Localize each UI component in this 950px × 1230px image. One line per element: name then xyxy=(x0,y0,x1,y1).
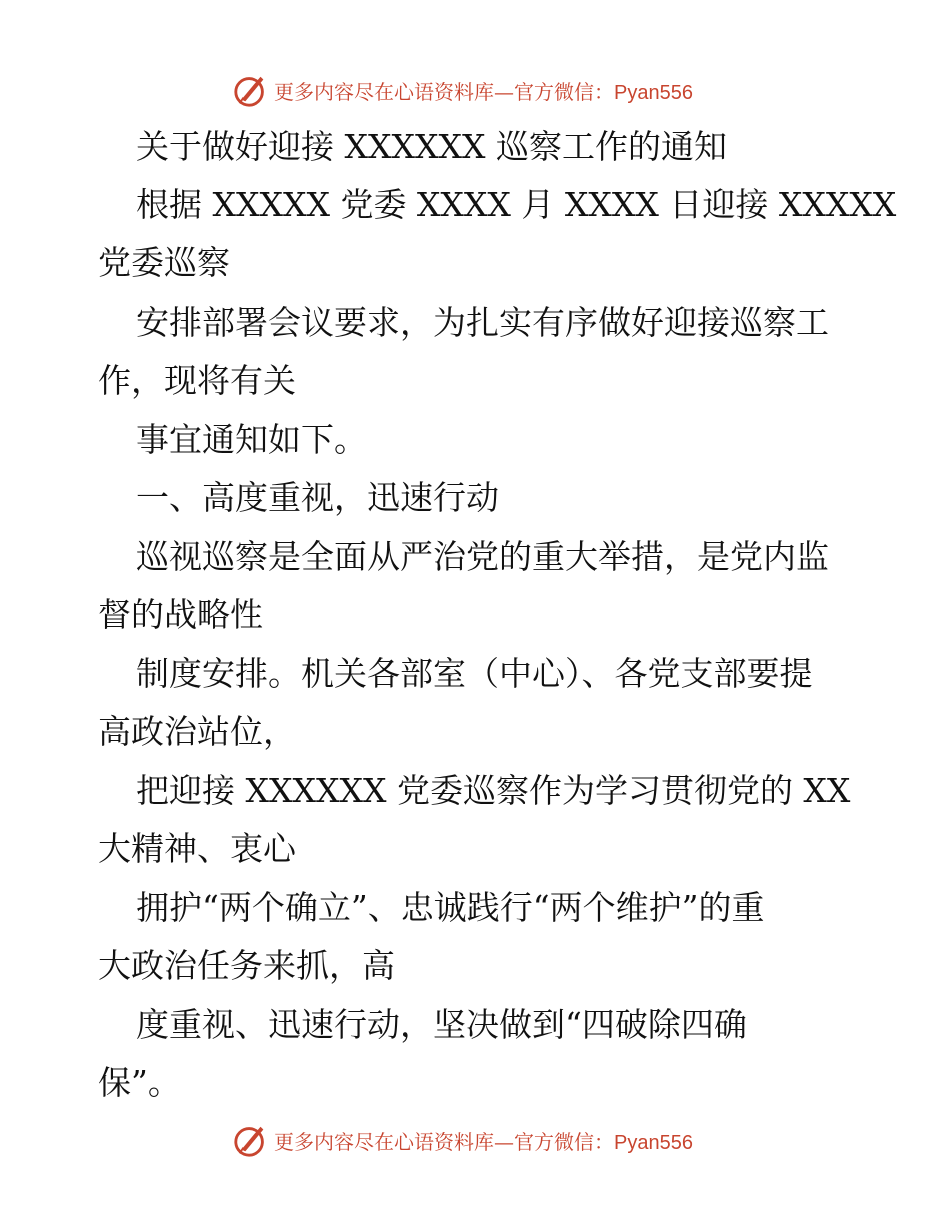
watermark-id: Pyan556 xyxy=(614,1131,693,1154)
watermark-title: 更多内容尽在心语资料库 xyxy=(274,1129,494,1154)
text-line: 党委巡察 xyxy=(98,243,230,282)
header-watermark xyxy=(232,70,693,110)
text-line: 制度安排。机关各部室（中心）、各党支部要提 xyxy=(136,654,813,693)
watermark-dash: — xyxy=(494,79,514,104)
text-line: 督的战略性 xyxy=(98,595,263,634)
watermark-dash: — xyxy=(494,1129,514,1154)
text-line: 根据 XXXXX 党委 XXXX 月 XXXX 日迎接 XXXXX xyxy=(136,185,897,224)
watermark-label: 官方微信： xyxy=(514,1129,614,1154)
quill-logo-icon xyxy=(232,1121,270,1159)
text-line: 大精神、衷心 xyxy=(98,829,296,868)
quill-logo-icon xyxy=(232,71,270,109)
footer-watermark xyxy=(232,1120,693,1160)
text-line: 拥护“两个确立”、忠诚践行“两个维护”的重 xyxy=(136,888,765,927)
document-title: 关于做好迎接 XXXXXX 巡察工作的通知 xyxy=(136,127,727,166)
watermark-title: 更多内容尽在心语资料库 xyxy=(274,79,494,104)
text-line: 度重视、迅速行动，坚决做到“四破除四确 xyxy=(136,1005,747,1044)
watermark-text xyxy=(274,1126,693,1155)
text-line: 大政治任务来抓，高 xyxy=(98,946,395,985)
watermark-id: Pyan556 xyxy=(614,81,693,104)
text-line: 安排部署会议要求，为扎实有序做好迎接巡察工 xyxy=(136,303,829,342)
text-line: 高政治站位， xyxy=(98,712,296,751)
text-line: 巡视巡察是全面从严治党的重大举措，是党内监 xyxy=(136,537,829,576)
text-line: 事宜通知如下。 xyxy=(136,420,367,459)
text-line: 保”。 xyxy=(98,1063,181,1102)
text-line: 把迎接 XXXXXX 党委巡察作为学习贯彻党的 XX xyxy=(136,771,851,810)
watermark-label: 官方微信： xyxy=(514,79,614,104)
text-line: 作，现将有关 xyxy=(98,361,296,400)
watermark-text xyxy=(274,76,693,105)
section-heading: 一、高度重视，迅速行动 xyxy=(136,478,499,517)
